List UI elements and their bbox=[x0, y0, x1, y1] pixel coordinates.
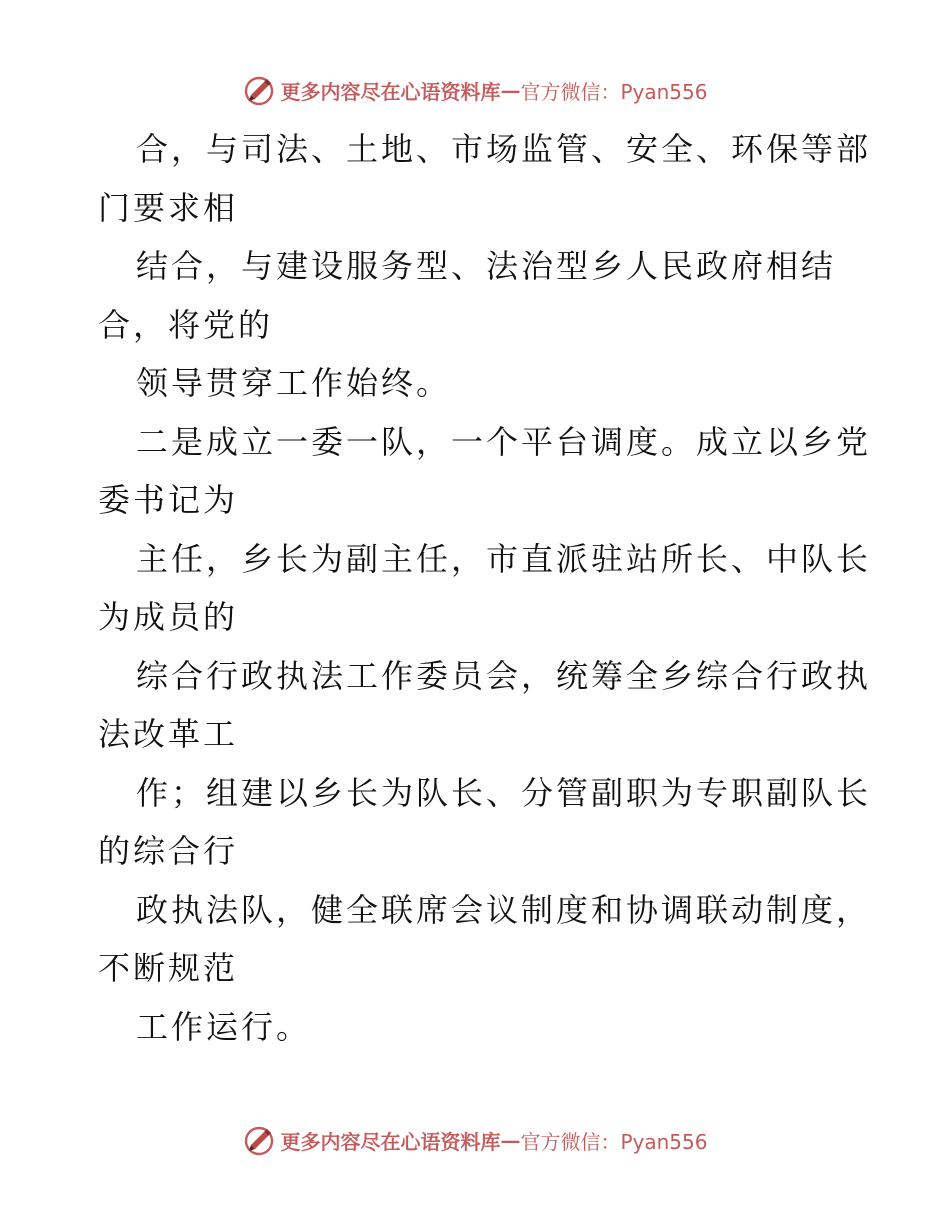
pen-circle-logo-icon bbox=[242, 73, 276, 107]
text-line: 政执法队，健全联席会议制度和协调联动制度， bbox=[136, 890, 872, 929]
banner-contact: 官方微信：Pyan556 bbox=[520, 79, 708, 104]
banner-dash: — bbox=[500, 78, 521, 102]
banner-slogan: 更多内容尽在心语资料库 bbox=[280, 1129, 501, 1154]
text-line: 领导贯穿工作始终。 bbox=[136, 364, 452, 402]
text-line: 为成员的 bbox=[98, 598, 239, 636]
text-line: 法改革工 bbox=[98, 715, 239, 753]
text-line: 的综合行 bbox=[98, 832, 239, 870]
text-line: 合，与司法、土地、市场监管、安全、环保等部 bbox=[136, 130, 872, 168]
text-line: 结合，与建设服务型、法治型乡人民政府相结 bbox=[136, 247, 837, 285]
footer-banner bbox=[0, 1120, 950, 1160]
text-line: 合，将党的 bbox=[98, 305, 274, 344]
text-line: 二是成立一委一队，一个平台调度。成立以乡党 bbox=[136, 422, 872, 461]
banner-slogan: 更多内容尽在心语资料库 bbox=[280, 79, 501, 104]
text-line: 综合行政执法工作委员会，统筹全乡综合行政执 bbox=[136, 656, 872, 695]
text-line: 主任，乡长为副主任，市直派驻站所长、中队长 bbox=[136, 539, 872, 578]
text-line: 门要求相 bbox=[98, 188, 239, 227]
text-line: 不断规范 bbox=[98, 949, 239, 987]
banner-dash: — bbox=[500, 1128, 521, 1152]
text-line: 委书记为 bbox=[98, 481, 239, 519]
text-line: 工作运行。 bbox=[136, 1007, 312, 1046]
text-line: 作；组建以乡长为队长、分管副职为专职副队长 bbox=[136, 773, 872, 812]
pen-circle-logo-icon bbox=[242, 1123, 276, 1157]
header-banner bbox=[0, 70, 950, 110]
banner-contact: 官方微信：Pyan556 bbox=[520, 1129, 708, 1154]
body-text bbox=[98, 120, 872, 1056]
